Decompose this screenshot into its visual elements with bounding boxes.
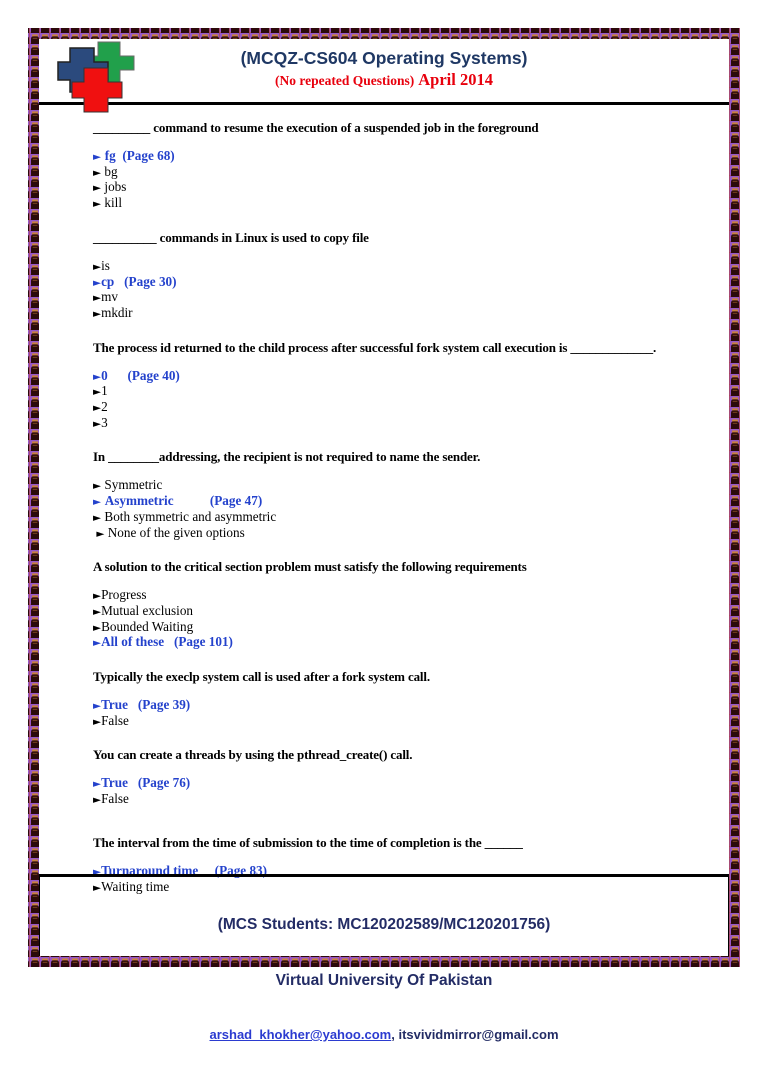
question-block [93,120,729,212]
option-label: True [101,775,128,791]
option-page-ref: (Page 30) [114,273,177,289]
option-row-correct-answer [93,369,729,385]
email-link-primary[interactable]: arshad_khokher@yahoo.com [209,1027,392,1042]
question-text: You can create a threads by using the pthread_create() call. [93,747,413,763]
page-subtitle [39,70,729,90]
option-label: kill [104,195,123,211]
option-bullet-icon: ► [93,151,105,163]
option-row [93,306,729,322]
option-bullet-icon: ► [93,778,102,791]
option-row [93,478,729,494]
option-bullet-icon: ► [93,605,102,618]
option-row [93,290,729,306]
option-bullet-icon: ► [93,590,102,603]
option-row [93,180,729,196]
option-page-ref: (Page 83) [198,862,268,878]
question-block [93,449,729,541]
option-bullet-icon: ► [93,166,105,179]
option-bullet-icon: ► [93,715,102,728]
option-label: Both symmetric and asymmetric [104,508,277,524]
option-label: Symmetric [104,477,163,493]
option-row [93,165,729,181]
question-text: _________ command to resume the execution of a suspended job in the foreground [93,120,539,135]
question-text: Typically the execlp system call is used after a fork system call. [93,669,430,685]
option-bullet-icon: ► [93,527,108,540]
option-bullet-icon: ► [93,417,102,430]
option-bullet-icon: ► [93,496,105,509]
option-bullet-icon: ► [93,307,102,320]
option-label: True [101,697,128,713]
option-row-correct-answer [93,275,729,291]
option-bullet-icon: ► [93,700,102,713]
option-label: bg [104,163,118,179]
option-bullet-icon: ► [93,865,102,878]
option-row [93,510,729,526]
option-row [93,588,729,604]
options-list [93,588,729,651]
option-label: Asymmetric [104,493,174,509]
options-list [93,149,729,212]
question-block [93,747,729,807]
option-bullet-icon: ► [93,881,102,894]
option-bullet-icon: ► [93,182,105,195]
option-label: Waiting time [101,878,170,894]
question-text: In ________addressing, the recipient is not required to name the sender. [93,449,481,465]
option-row-correct-answer [93,776,729,792]
contact-line [40,1026,728,1044]
option-row-correct-answer [93,149,729,165]
options-list [93,478,729,541]
question-text: A solution to the critical section problem must satisfy the following requirements [93,559,527,575]
option-bullet-icon: ► [93,386,102,399]
subtitle-date: April 2014 [418,70,493,89]
option-row [93,259,729,275]
option-label: 3 [101,414,108,430]
option-label: Bounded Waiting [101,618,194,634]
option-page-ref: (Page 101) [164,634,233,650]
options-list [93,776,729,807]
option-bullet-icon: ► [93,260,102,273]
options-list [93,369,729,432]
option-label: Progress [101,587,147,603]
option-row-correct-answer [93,635,729,651]
option-bullet-icon: ► [93,637,102,650]
option-bullet-icon: ► [93,198,105,211]
question-text: The process id returned to the child process after successful fork system call execution is _____________. [93,339,657,355]
university-line: Virtual University Of Pakistan [275,972,493,989]
question-text: __________ commands in Linux is used to copy file [93,229,369,245]
option-label: mkdir [101,304,133,320]
option-label: Turnaround time [101,862,199,878]
option-bullet-icon: ► [93,276,102,289]
option-row [93,526,729,542]
option-bullet-icon: ► [93,511,105,524]
email-separator: , [391,1027,399,1042]
option-bullet-icon: ► [93,402,102,415]
document-header [39,39,729,98]
option-row [93,620,729,636]
option-row-correct-answer [93,494,729,510]
document-footer [39,874,729,1042]
option-page-ref: (Page 47) [173,493,263,509]
option-bullet-icon: ► [93,480,105,493]
option-bullet-icon: ► [93,370,102,383]
question-block [93,669,729,729]
options-list [93,259,729,322]
options-list [93,698,729,729]
option-label: Mutual exclusion [101,602,194,618]
option-bullet-icon: ► [93,794,102,807]
option-row-correct-answer [93,698,729,714]
question-block [93,230,729,322]
option-bullet-icon: ► [93,621,102,634]
questions-list [39,105,729,895]
option-page-ref: (Page 76) [127,775,191,791]
option-page-ref: (Page 40) [107,367,180,383]
option-label: None of the given options [107,524,245,540]
option-page-ref: (Page 39) [127,697,191,713]
question-block [93,559,729,651]
question-block [93,340,729,432]
option-row [93,792,729,808]
option-label: False [101,791,129,807]
option-label: cp [101,273,115,289]
option-label: 0 [101,367,108,383]
question-text: The interval from the time of submission to the time of completion is the ______ [93,834,523,850]
option-row [93,416,729,432]
option-row [93,196,729,212]
subtitle-text: (No repeated Questions) [275,73,415,88]
header-divider [39,102,729,105]
option-label: is [101,257,110,273]
page-title: (MCQZ-CS604 Operating Systems) [240,48,528,68]
option-page-ref: (Page 68) [115,148,175,163]
option-label: fg [104,148,116,163]
option-row [93,714,729,730]
option-row [93,604,729,620]
university-logo-icon [56,40,140,114]
email-secondary: itsvividmirror@gmail.com [398,1027,559,1042]
option-label: 2 [101,399,108,415]
option-label: jobs [104,179,127,195]
option-label: 1 [101,383,108,399]
students-line: (MCS Students: MC120202589/MC120201756) [217,916,551,933]
option-label: All of these [101,634,165,650]
option-row [93,400,729,416]
option-label: False [101,712,129,728]
option-row [93,384,729,400]
option-label: mv [101,289,118,305]
option-bullet-icon: ► [93,292,102,305]
document-content [39,39,729,1042]
